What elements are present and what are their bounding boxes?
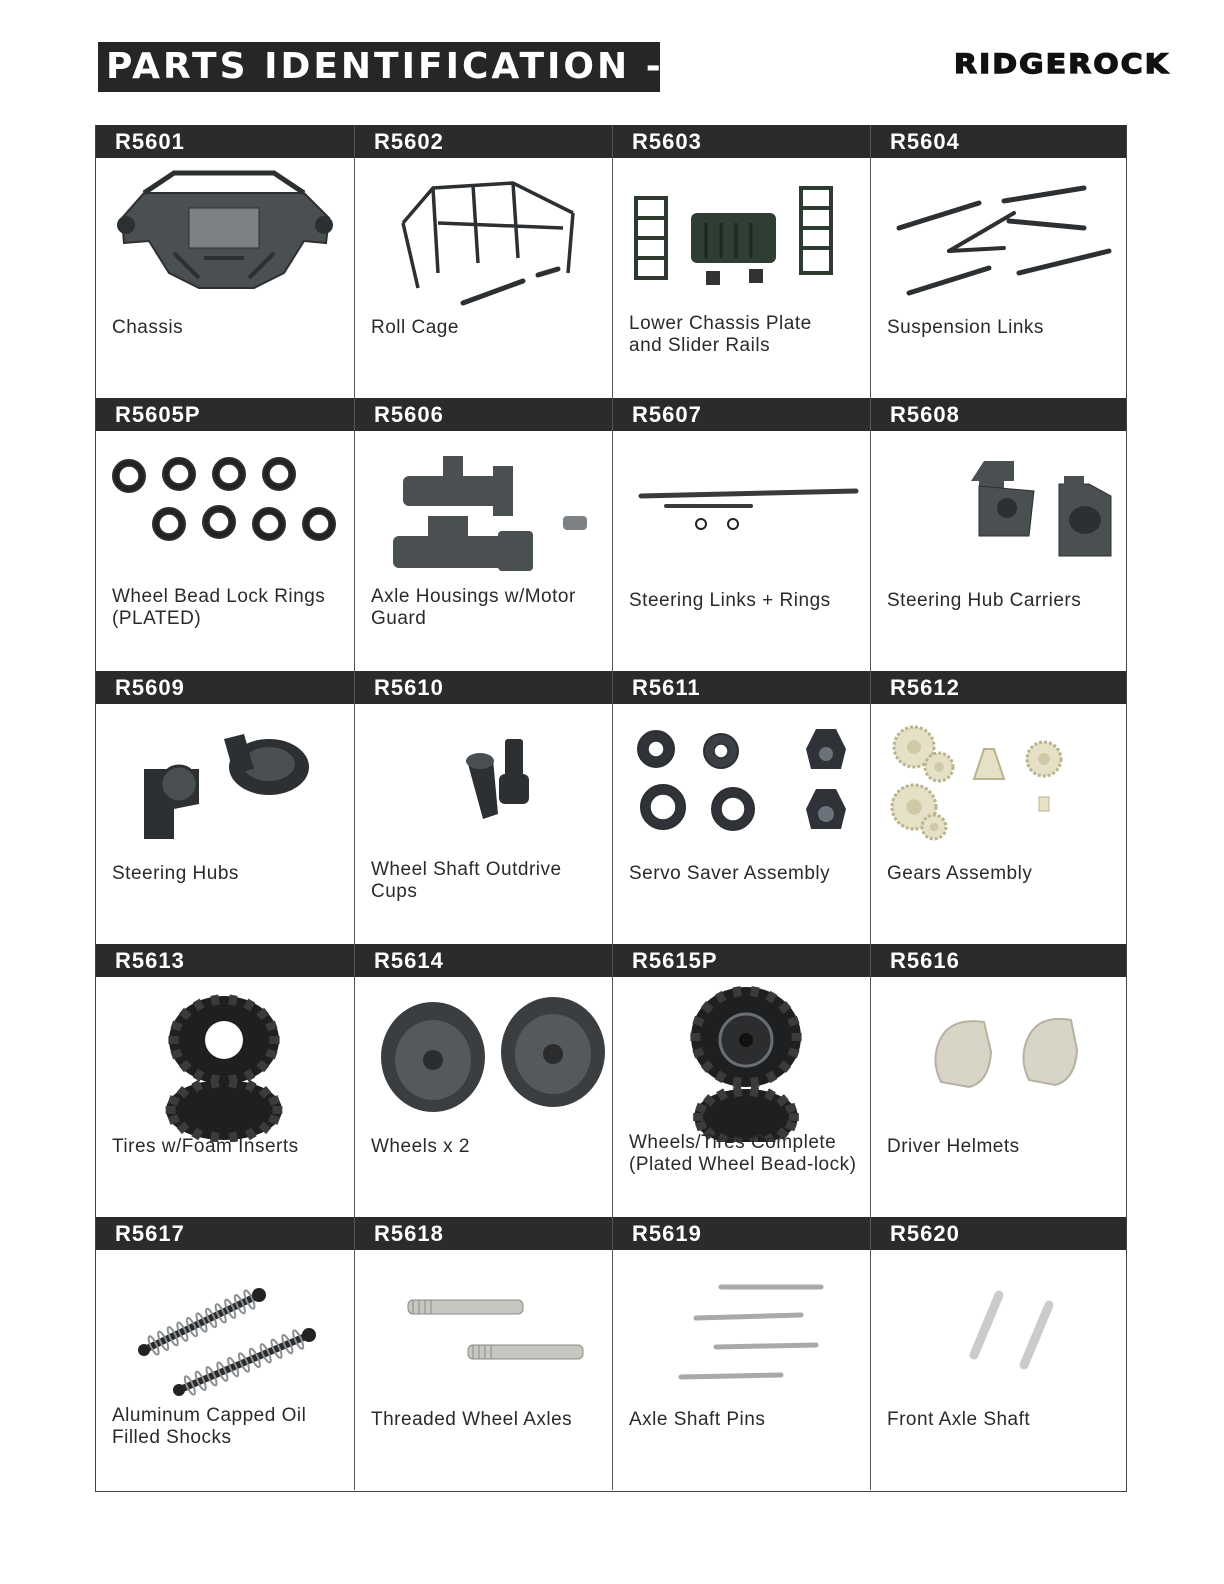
part-cell (96, 1217, 354, 1490)
axle-pins-icon (621, 1255, 863, 1415)
part-cell (870, 671, 1127, 944)
page-title-bar (98, 42, 708, 92)
part-code: R5615P (632, 948, 718, 973)
part-code: R5618 (374, 1221, 444, 1246)
wheels-tires-icon (621, 982, 863, 1142)
part-name-line: Wheels/Tires Complete (629, 1132, 837, 1153)
part-name (371, 1409, 572, 1431)
part-code: R5604 (890, 129, 960, 154)
part-name-line: Suspension Links (887, 317, 1044, 338)
part-name (112, 1405, 306, 1449)
part-name-line: Gears Assembly (887, 863, 1033, 884)
hub-carriers-icon (879, 436, 1121, 596)
part-name (629, 1409, 765, 1431)
helmet-icon (879, 982, 1121, 1142)
brand-logo (954, 48, 1172, 78)
parts-row (96, 1217, 1126, 1490)
part-cell (612, 1217, 870, 1490)
shocks-icon (104, 1255, 346, 1415)
part-name-line: Front Axle Shaft (887, 1409, 1031, 1430)
part-cell (870, 944, 1127, 1217)
part-name (887, 1136, 1020, 1158)
axle-housings-icon (363, 436, 605, 596)
page-title: PARTS IDENTIFICATION - 1 (106, 46, 708, 87)
part-code: R5603 (632, 129, 702, 154)
part-cell (354, 944, 612, 1217)
part-name (371, 859, 562, 903)
part-code: R5609 (115, 675, 185, 700)
part-name (629, 863, 830, 885)
parts-row (96, 944, 1126, 1217)
part-name-line: and Slider Rails (629, 335, 771, 356)
chassis-icon (104, 163, 346, 323)
part-name-line: Steering Hub Carriers (887, 590, 1082, 611)
part-name (887, 863, 1032, 885)
svg-text:RIDGEROCK: RIDGEROCK (954, 49, 1170, 78)
part-name-line: Servo Saver Assembly (629, 863, 831, 884)
part-cell (96, 671, 354, 944)
part-name (887, 590, 1081, 612)
part-code: R5608 (890, 402, 960, 427)
part-name-line: Steering Hubs (112, 863, 239, 884)
part-name (112, 317, 183, 339)
roll-cage-icon (363, 163, 605, 323)
threaded-axles-icon (363, 1255, 605, 1415)
parts-row (96, 398, 1126, 671)
part-name (112, 586, 325, 630)
steering-links-icon (621, 436, 863, 596)
steering-hubs-icon (104, 709, 346, 869)
part-code: R5610 (374, 675, 444, 700)
part-name (112, 1136, 299, 1158)
servo-saver-icon (621, 709, 863, 869)
part-name (112, 863, 239, 885)
gears-icon (879, 709, 1121, 869)
front-axle-shaft-icon (879, 1255, 1121, 1415)
part-name-line: Tires w/Foam Inserts (112, 1136, 299, 1157)
part-cell (612, 944, 870, 1217)
parts-grid (95, 125, 1127, 1492)
part-code: R5614 (374, 948, 444, 973)
part-cell (96, 398, 354, 671)
part-name-line: Wheels x 2 (371, 1136, 470, 1157)
part-name-line: Steering Links + Rings (629, 590, 831, 611)
part-name (629, 1132, 856, 1176)
part-code: R5607 (632, 402, 702, 427)
part-name-line: (Plated Wheel Bead-lock) (629, 1154, 857, 1175)
bead-lock-rings-icon (104, 436, 346, 596)
part-name (371, 586, 576, 630)
part-cell (870, 1217, 1127, 1490)
part-cell (612, 398, 870, 671)
part-name-line: Wheel Bead Lock Rings (112, 586, 326, 607)
part-code: R5606 (374, 402, 444, 427)
part-name-line: Driver Helmets (887, 1136, 1020, 1157)
part-name-line: Roll Cage (371, 317, 459, 338)
part-code: R5617 (115, 1221, 185, 1246)
part-name-line: Threaded Wheel Axles (371, 1409, 573, 1430)
suspension-links-icon (879, 163, 1121, 323)
tires-icon (104, 982, 346, 1142)
part-cell (870, 398, 1127, 671)
part-code: R5611 (632, 675, 701, 700)
part-cell (612, 125, 870, 398)
part-cell (354, 398, 612, 671)
part-name-line: Chassis (112, 317, 184, 338)
outdrive-cups-icon (363, 709, 605, 869)
part-name-line: Lower Chassis Plate (629, 313, 812, 334)
wheels-icon (363, 982, 605, 1142)
part-code: R5613 (115, 948, 185, 973)
part-cell (354, 671, 612, 944)
parts-row (96, 671, 1126, 944)
part-name (371, 1136, 470, 1158)
part-code: R5601 (115, 129, 185, 154)
part-name-line: Axle Shaft Pins (629, 1409, 766, 1430)
part-name-line: Cups (371, 881, 418, 902)
chassis-plate-rails-icon (621, 163, 863, 323)
part-code: R5620 (890, 1221, 960, 1246)
part-name (887, 1409, 1030, 1431)
part-cell (354, 125, 612, 398)
part-name (629, 313, 812, 357)
part-name (887, 317, 1044, 339)
parts-row (96, 125, 1126, 398)
part-name-line: Axle Housings w/Motor (371, 586, 576, 607)
part-cell (612, 671, 870, 944)
part-name (371, 317, 459, 339)
part-name-line: Guard (371, 608, 427, 629)
part-code: R5619 (632, 1221, 702, 1246)
part-cell (870, 125, 1127, 398)
part-code: R5602 (374, 129, 444, 154)
part-name (629, 590, 831, 612)
part-code: R5605P (115, 402, 201, 427)
part-cell (354, 1217, 612, 1490)
part-code: R5612 (890, 675, 960, 700)
part-name-line: Filled Shocks (112, 1427, 232, 1448)
part-name-line: Wheel Shaft Outdrive (371, 859, 562, 880)
part-code: R5616 (890, 948, 960, 973)
part-name-line: (PLATED) (112, 608, 202, 629)
part-name-line: Aluminum Capped Oil (112, 1405, 307, 1426)
part-cell (96, 944, 354, 1217)
part-cell (96, 125, 354, 398)
